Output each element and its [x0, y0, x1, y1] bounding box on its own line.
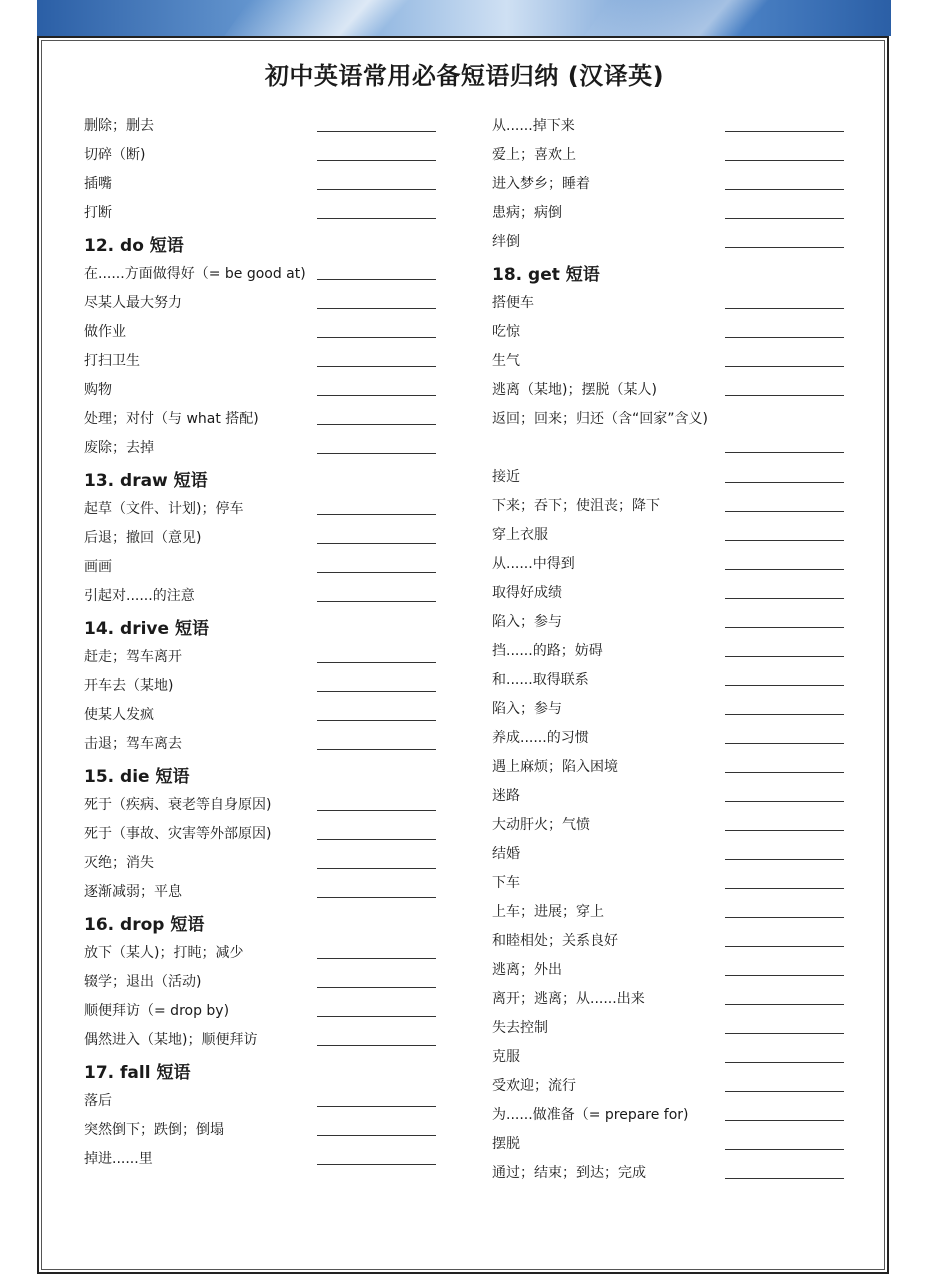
phrase-label: 引起对......的注意 — [84, 588, 195, 604]
phrase-label: 在......方面做得好（= be good at) — [84, 266, 306, 282]
left-column — [84, 111, 444, 1173]
answer-blank[interactable] — [317, 839, 436, 840]
answer-blank[interactable] — [725, 1120, 844, 1121]
answer-blank[interactable] — [317, 543, 436, 544]
section-heading — [84, 227, 444, 259]
phrase-label: 击退；驾车离去 — [84, 736, 182, 752]
phrase-item — [84, 700, 444, 729]
phrase-item — [84, 642, 444, 671]
section-heading-text: 13. draw 短语 — [84, 471, 208, 491]
answer-blank[interactable] — [317, 279, 436, 280]
phrase-label: 画画 — [84, 559, 112, 575]
phrase-label: 死于（疾病、衰老等自身原因) — [84, 797, 272, 813]
answer-blank[interactable] — [317, 662, 436, 663]
phrase-label: 上车；进展；穿上 — [492, 904, 604, 920]
phrase-label: 取得好成绩 — [492, 585, 562, 601]
phrase-item — [492, 227, 852, 256]
answer-blank[interactable] — [317, 424, 436, 425]
phrase-item — [84, 523, 444, 552]
phrase-item — [84, 317, 444, 346]
answer-blank[interactable] — [317, 514, 436, 515]
phrase-item — [492, 288, 852, 317]
phrase-label: 逃离；外出 — [492, 962, 562, 978]
phrase-item — [84, 288, 444, 317]
phrase-item — [84, 729, 444, 758]
phrase-label: 失去控制 — [492, 1020, 548, 1036]
phrase-item — [492, 607, 852, 636]
answer-blank[interactable] — [725, 598, 844, 599]
answer-blank[interactable] — [317, 395, 436, 396]
phrase-item — [492, 491, 852, 520]
phrase-item — [492, 317, 852, 346]
phrase-item — [492, 694, 852, 723]
phrase-item — [84, 790, 444, 819]
phrase-label: 删除；删去 — [84, 118, 154, 134]
answer-blank[interactable] — [317, 1135, 436, 1136]
answer-blank[interactable] — [725, 859, 844, 860]
phrase-item — [84, 140, 444, 169]
section-heading — [84, 610, 444, 642]
answer-blank[interactable] — [725, 946, 844, 947]
phrase-label: 生气 — [492, 353, 520, 369]
phrase-item — [492, 752, 852, 781]
phrase-item — [492, 897, 852, 926]
answer-blank[interactable] — [725, 888, 844, 889]
phrase-label: 后退；撤回（意见) — [84, 530, 202, 546]
answer-blank[interactable] — [725, 189, 844, 190]
phrase-label: 从......中得到 — [492, 556, 575, 572]
banner-highlight — [584, 0, 869, 36]
answer-blank[interactable] — [725, 247, 844, 248]
phrase-label: 返回；回来；归还（含“回家”含义) — [492, 411, 708, 427]
answer-blank[interactable] — [317, 720, 436, 721]
phrase-label: 放下（某人)；打盹；减少 — [84, 945, 244, 961]
phrase-label: 患病；病倒 — [492, 205, 562, 221]
answer-blank[interactable] — [725, 452, 844, 453]
phrase-item — [492, 839, 852, 868]
phrase-item — [84, 877, 444, 906]
phrase-item — [492, 346, 852, 375]
phrase-item — [492, 1013, 852, 1042]
phrase-item — [84, 111, 444, 140]
phrase-item — [84, 581, 444, 610]
phrase-item — [492, 636, 852, 665]
phrase-label: 打断 — [84, 205, 112, 221]
section-heading — [84, 1054, 444, 1086]
phrase-item — [492, 462, 852, 491]
phrase-label: 遇上麻烦；陷入困境 — [492, 759, 618, 775]
answer-blank[interactable] — [725, 511, 844, 512]
phrase-item — [492, 868, 852, 897]
answer-blank[interactable] — [317, 218, 436, 219]
phrase-item — [492, 578, 852, 607]
answer-blank[interactable] — [317, 1106, 436, 1107]
phrase-item — [84, 346, 444, 375]
phrase-item — [84, 848, 444, 877]
answer-blank[interactable] — [725, 218, 844, 219]
phrase-item — [84, 819, 444, 848]
answer-blank[interactable] — [317, 337, 436, 338]
phrase-label: 离开；逃离；从......出来 — [492, 991, 645, 1007]
answer-blank[interactable] — [725, 830, 844, 831]
phrase-label: 爱上；喜欢上 — [492, 147, 576, 163]
answer-blank[interactable] — [317, 1016, 436, 1017]
phrase-item — [492, 723, 852, 752]
answer-blank[interactable] — [725, 743, 844, 744]
answer-blank[interactable] — [317, 308, 436, 309]
phrase-label: 吃惊 — [492, 324, 520, 340]
answer-blank[interactable] — [725, 656, 844, 657]
phrase-item — [492, 665, 852, 694]
phrase-label: 偶然进入（某地)；顺便拜访 — [84, 1032, 258, 1048]
section-heading-text: 15. die 短语 — [84, 767, 190, 787]
phrase-label: 养成......的习惯 — [492, 730, 589, 746]
phrase-item — [492, 111, 852, 140]
phrase-label: 挡......的路；妨碍 — [492, 643, 603, 659]
phrase-label: 废除；去掉 — [84, 440, 154, 456]
phrase-item — [492, 781, 852, 810]
answer-blank[interactable] — [725, 482, 844, 483]
phrase-item — [492, 375, 852, 404]
phrase-item — [492, 1158, 852, 1187]
phrase-item — [84, 938, 444, 967]
phrase-item — [492, 984, 852, 1013]
answer-blank[interactable] — [725, 308, 844, 309]
answer-blank[interactable] — [317, 749, 436, 750]
phrase-label: 接近 — [492, 469, 520, 485]
phrase-label: 从......掉下来 — [492, 118, 575, 134]
section-heading-text: 12. do 短语 — [84, 236, 184, 256]
answer-blank[interactable] — [317, 189, 436, 190]
phrase-label: 通过；结束；到达；完成 — [492, 1165, 646, 1181]
answer-blank[interactable] — [317, 453, 436, 454]
phrase-label: 逃离（某地)；摆脱（某人) — [492, 382, 657, 398]
phrase-label: 迷路 — [492, 788, 520, 804]
answer-blank[interactable] — [725, 1062, 844, 1063]
phrase-item — [84, 671, 444, 700]
answer-blank[interactable] — [725, 131, 844, 132]
phrase-label: 为......做准备（= prepare for) — [492, 1107, 689, 1123]
phrase-label: 做作业 — [84, 324, 126, 340]
phrase-item — [492, 1042, 852, 1071]
answer-blank[interactable] — [317, 958, 436, 959]
answer-blank[interactable] — [317, 366, 436, 367]
phrase-item — [84, 375, 444, 404]
phrase-item — [84, 494, 444, 523]
phrase-item — [84, 169, 444, 198]
phrase-label: 顺便拜访（= drop by) — [84, 1003, 230, 1019]
phrase-label: 打扫卫生 — [84, 353, 140, 369]
phrase-label: 结婚 — [492, 846, 520, 862]
phrase-label: 突然倒下；跌倒；倒塌 — [84, 1122, 224, 1138]
phrase-item — [492, 955, 852, 984]
phrase-item — [84, 433, 444, 462]
phrase-item — [492, 404, 852, 462]
phrase-label: 开车去（某地) — [84, 678, 174, 694]
phrase-label: 落后 — [84, 1093, 112, 1109]
answer-blank[interactable] — [725, 685, 844, 686]
phrase-label: 大动肝火；气愤 — [492, 817, 590, 833]
answer-blank[interactable] — [317, 868, 436, 869]
answer-blank[interactable] — [725, 1149, 844, 1150]
phrase-label: 搭便车 — [492, 295, 534, 311]
phrase-label: 穿上衣服 — [492, 527, 548, 543]
answer-blank[interactable] — [725, 366, 844, 367]
phrase-label: 死于（事故、灾害等外部原因) — [84, 826, 272, 842]
answer-blank[interactable] — [317, 897, 436, 898]
answer-blank[interactable] — [725, 975, 844, 976]
phrase-item — [84, 259, 444, 288]
phrase-label: 下来；吞下；使沮丧；降下 — [492, 498, 660, 514]
phrase-item — [492, 1071, 852, 1100]
phrase-label: 尽某人最大努力 — [84, 295, 182, 311]
phrase-label: 赶走；驾车离开 — [84, 649, 182, 665]
phrase-label: 辍学；退出（活动) — [84, 974, 202, 990]
answer-blank[interactable] — [317, 131, 436, 132]
answer-blank[interactable] — [725, 801, 844, 802]
section-heading — [492, 256, 852, 288]
phrase-label: 受欢迎；流行 — [492, 1078, 576, 1094]
answer-blank[interactable] — [725, 1091, 844, 1092]
phrase-item — [492, 810, 852, 839]
answer-blank[interactable] — [317, 601, 436, 602]
answer-blank[interactable] — [725, 160, 844, 161]
phrase-label: 起草（文件、计划)；停车 — [84, 501, 244, 517]
phrase-label: 掉进......里 — [84, 1151, 153, 1167]
section-heading-text: 18. get 短语 — [492, 265, 600, 285]
phrase-label: 克服 — [492, 1049, 520, 1065]
section-heading-text: 16. drop 短语 — [84, 915, 205, 935]
phrase-label: 切碎（断) — [84, 147, 146, 163]
phrase-label: 灭绝；消失 — [84, 855, 154, 871]
section-heading — [84, 758, 444, 790]
phrase-item — [84, 1086, 444, 1115]
phrase-item — [492, 520, 852, 549]
answer-blank[interactable] — [317, 160, 436, 161]
phrase-label: 摆脱 — [492, 1136, 520, 1152]
answer-blank[interactable] — [317, 810, 436, 811]
section-heading — [84, 462, 444, 494]
answer-blank[interactable] — [725, 569, 844, 570]
phrase-item — [84, 1144, 444, 1173]
answer-blank[interactable] — [725, 540, 844, 541]
phrase-label: 陷入；参与 — [492, 614, 562, 630]
answer-blank[interactable] — [317, 987, 436, 988]
answer-blank[interactable] — [725, 772, 844, 773]
phrase-item — [492, 198, 852, 227]
phrase-label: 使某人发疯 — [84, 707, 154, 723]
answer-blank[interactable] — [725, 395, 844, 396]
page-title: 初中英语常用必备短语归纳 (汉译英) — [264, 62, 665, 90]
section-heading — [84, 906, 444, 938]
phrase-item — [84, 198, 444, 227]
banner-highlight — [224, 0, 509, 36]
phrase-item — [492, 1100, 852, 1129]
section-heading-text: 14. drive 短语 — [84, 619, 209, 639]
phrase-item — [492, 140, 852, 169]
phrase-label: 进入梦乡；睡着 — [492, 176, 590, 192]
phrase-label: 和......取得联系 — [492, 672, 589, 688]
answer-blank[interactable] — [317, 691, 436, 692]
phrase-label: 处理；对付（与 what 搭配) — [84, 411, 259, 427]
phrase-item — [84, 1115, 444, 1144]
answer-blank[interactable] — [725, 1033, 844, 1034]
phrase-label: 和睦相处；关系良好 — [492, 933, 618, 949]
phrase-item — [84, 552, 444, 581]
answer-blank[interactable] — [725, 627, 844, 628]
section-heading-text: 17. fall 短语 — [84, 1063, 191, 1083]
phrase-item — [492, 169, 852, 198]
answer-blank[interactable] — [317, 1164, 436, 1165]
answer-blank[interactable] — [317, 572, 436, 573]
phrase-item — [492, 549, 852, 578]
phrase-label: 插嘴 — [84, 176, 112, 192]
answer-blank[interactable] — [725, 1004, 844, 1005]
header-banner — [37, 0, 891, 36]
phrase-item — [84, 404, 444, 433]
answer-blank[interactable] — [725, 1178, 844, 1179]
phrase-label: 绊倒 — [492, 234, 520, 250]
phrase-item — [492, 926, 852, 955]
phrase-label: 购物 — [84, 382, 112, 398]
phrase-label: 逐渐减弱；平息 — [84, 884, 182, 900]
answer-blank[interactable] — [725, 337, 844, 338]
answer-blank[interactable] — [317, 1045, 436, 1046]
phrase-item — [84, 1025, 444, 1054]
phrase-item — [84, 996, 444, 1025]
phrase-label: 陷入；参与 — [492, 701, 562, 717]
answer-blank[interactable] — [725, 714, 844, 715]
answer-blank[interactable] — [725, 917, 844, 918]
phrase-item — [84, 967, 444, 996]
phrase-item — [492, 1129, 852, 1158]
phrase-label: 下车 — [492, 875, 520, 891]
right-column — [492, 111, 852, 1187]
